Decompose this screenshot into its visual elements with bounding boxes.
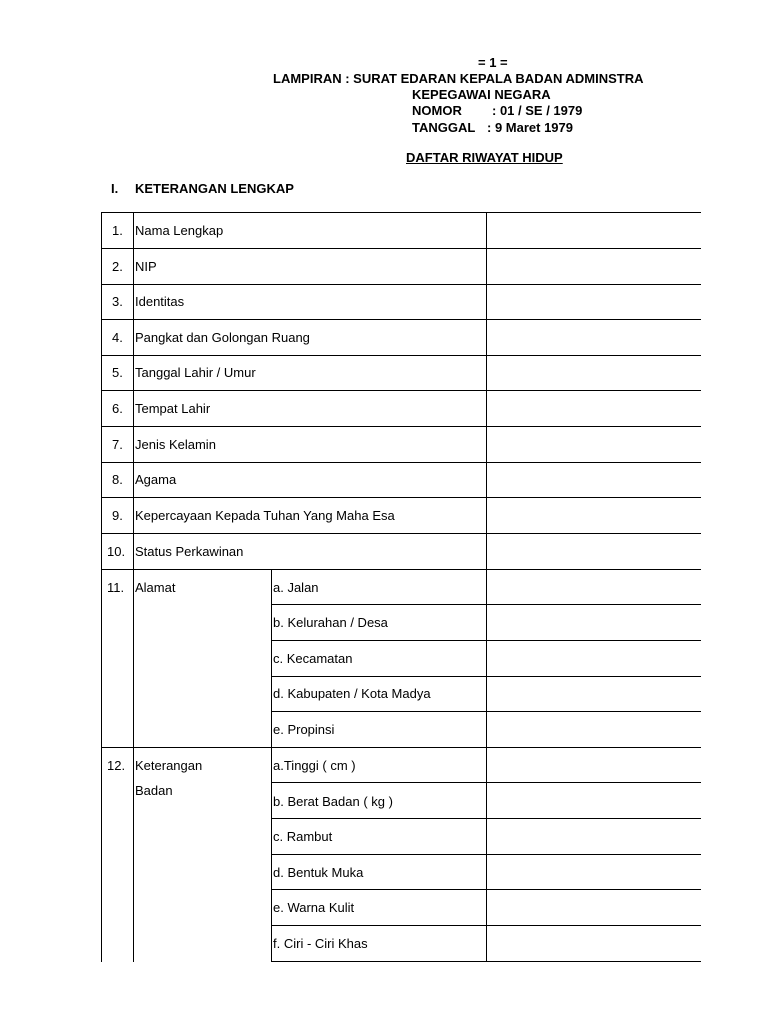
table-row-line bbox=[101, 533, 701, 534]
table-row-line bbox=[101, 212, 701, 213]
table-row-line bbox=[101, 248, 701, 249]
subrow-label-kelurahan: b. Kelurahan / Desa bbox=[273, 615, 388, 630]
row-label-status-perkawinan: Status Perkawinan bbox=[135, 544, 244, 559]
table-subrow-line bbox=[271, 925, 701, 926]
table-row-line bbox=[101, 284, 701, 285]
table-subrow-line bbox=[271, 889, 701, 890]
lampiran-line: LAMPIRAN : SURAT EDARAN KEPALA BADAN ADMINSTRA bbox=[273, 71, 644, 86]
table-row-line bbox=[101, 355, 701, 356]
document-title: DAFTAR RIWAYAT HIDUP bbox=[406, 150, 563, 165]
table-divider-value bbox=[486, 212, 487, 962]
row-label-tanggal-lahir: Tanggal Lahir / Umur bbox=[135, 365, 256, 380]
row-label-nama-lengkap: Nama Lengkap bbox=[135, 223, 224, 238]
row-number: 9. bbox=[112, 508, 123, 523]
kepegawai-line: KEPEGAWAI NEGARA bbox=[412, 87, 551, 102]
table-row-line bbox=[101, 569, 701, 570]
table-divider-number bbox=[133, 212, 134, 962]
row-label-alamat: Alamat bbox=[135, 580, 176, 595]
subrow-label-rambut: c. Rambut bbox=[273, 829, 333, 844]
row-label-kepercayaan: Kepercayaan Kepada Tuhan Yang Maha Esa bbox=[135, 508, 395, 523]
row-label-identitas: Identitas bbox=[135, 294, 185, 309]
subrow-label-berat-badan: b. Berat Badan ( kg ) bbox=[273, 794, 393, 809]
table-subrow-line bbox=[271, 711, 701, 712]
row-number: 10. bbox=[107, 544, 126, 559]
tanggal-value: : 9 Maret 1979 bbox=[487, 120, 573, 135]
subrow-label-jalan: a. Jalan bbox=[273, 580, 319, 595]
table-subrow-line bbox=[271, 782, 701, 783]
nomor-value: : 01 / SE / 1979 bbox=[492, 103, 583, 118]
subrow-label-kabupaten: d. Kabupaten / Kota Madya bbox=[273, 686, 431, 701]
table-row-line bbox=[101, 390, 701, 391]
table-row-line bbox=[101, 747, 701, 748]
table-row-line bbox=[101, 319, 701, 320]
tanggal-label: TANGGAL bbox=[412, 120, 476, 135]
row-label-tempat-lahir: Tempat Lahir bbox=[135, 401, 211, 416]
table-subrow-line bbox=[271, 854, 701, 855]
section-title: KETERANGAN LENGKAP bbox=[135, 181, 294, 196]
row-label-keterangan: Keterangan bbox=[135, 758, 203, 773]
row-number: 5. bbox=[112, 365, 123, 380]
table-border-left bbox=[101, 212, 102, 962]
subrow-label-ciri-khas: f. Ciri - Ciri Khas bbox=[273, 936, 368, 951]
subrow-label-propinsi: e. Propinsi bbox=[273, 722, 335, 737]
row-number: 1. bbox=[112, 223, 123, 238]
subrow-label-warna-kulit: e. Warna Kulit bbox=[273, 900, 355, 915]
page-marker: = 1 = bbox=[478, 55, 508, 70]
table-divider-sub bbox=[271, 569, 272, 962]
table-subrow-line bbox=[271, 604, 701, 605]
row-number: 3. bbox=[112, 294, 123, 309]
section-number: I. bbox=[111, 181, 119, 196]
row-number: 7. bbox=[112, 437, 123, 452]
subrow-label-bentuk-muka: d. Bentuk Muka bbox=[273, 865, 364, 880]
subrow-label-kecamatan: c. Kecamatan bbox=[273, 651, 353, 666]
row-label-badan: Badan bbox=[135, 783, 173, 798]
row-label-pangkat: Pangkat dan Golongan Ruang bbox=[135, 330, 310, 345]
row-number: 2. bbox=[112, 259, 123, 274]
row-label-nip: NIP bbox=[135, 259, 157, 274]
table-row-line bbox=[101, 497, 701, 498]
table-subrow-line bbox=[271, 961, 701, 962]
row-label-jenis-kelamin: Jenis Kelamin bbox=[135, 437, 216, 452]
row-number: 8. bbox=[112, 472, 123, 487]
table-subrow-line bbox=[271, 818, 701, 819]
table-row-line bbox=[101, 462, 701, 463]
row-number: 11. bbox=[107, 580, 125, 595]
row-number: 4. bbox=[112, 330, 123, 345]
subrow-label-tinggi: a.Tinggi ( cm ) bbox=[273, 758, 356, 773]
row-label-agama: Agama bbox=[135, 472, 177, 487]
row-number: 6. bbox=[112, 401, 123, 416]
nomor-label: NOMOR bbox=[412, 103, 462, 118]
table-subrow-line bbox=[271, 640, 701, 641]
table-row-line bbox=[101, 426, 701, 427]
row-number: 12. bbox=[107, 758, 126, 773]
table-subrow-line bbox=[271, 676, 701, 677]
